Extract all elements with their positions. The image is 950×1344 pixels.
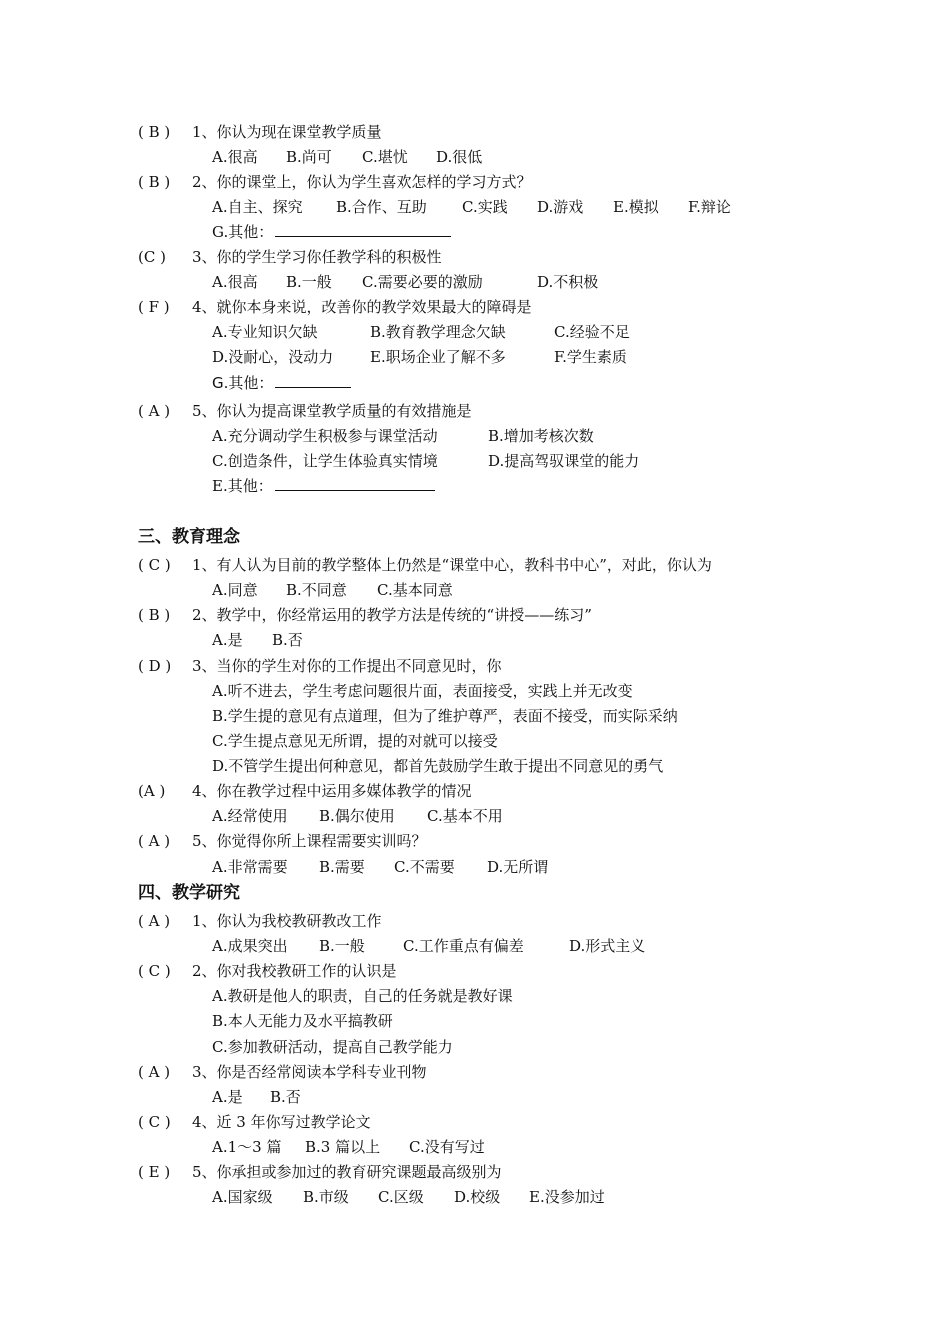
option: D.很低 — [436, 148, 483, 166]
option: C.基本同意 — [377, 581, 453, 599]
option: E.模拟 — [613, 198, 659, 216]
options-s3-q4 — [212, 804, 503, 829]
options-s2-q3 — [212, 270, 598, 295]
answer-mark: ( A ) — [138, 402, 171, 420]
option: D.不管学生提出何种意见，都首先鼓励学生敢于提出不同意见的勇气 — [212, 757, 664, 775]
option: B.偶尔使用 — [319, 807, 395, 825]
option: A.听不进去，学生考虑问题很片面，表面接受，实践上并无改变 — [212, 682, 633, 700]
option: D.不积极 — [537, 273, 599, 291]
option: C.需要必要的激励 — [362, 273, 483, 291]
option: D.游戏 — [537, 198, 584, 216]
question-s3-q2 — [138, 603, 592, 628]
question-text: 1、你认为我校教研教改工作 — [192, 912, 382, 930]
option: C.堪忧 — [362, 148, 408, 166]
options-s4-q3 — [212, 1085, 301, 1110]
options-s3-q2 — [212, 628, 303, 653]
option: A.1～3 篇 — [212, 1138, 282, 1156]
option: D.无所谓 — [487, 858, 549, 876]
question-text: 1、有人认为目前的教学整体上仍然是“课堂中心，教科书中心”，对此，你认为 — [192, 556, 712, 574]
answer-mark: ( C ) — [138, 556, 171, 574]
answer-mark: ( B ) — [138, 173, 171, 191]
question-s4-q5 — [138, 1160, 502, 1185]
option: B.尚可 — [286, 148, 332, 166]
option: A.很高 — [212, 273, 258, 291]
options-s2-q2 — [212, 195, 731, 220]
question-text: 5、你觉得你所上课程需要实训吗？ — [192, 832, 427, 850]
option: C.基本不用 — [427, 807, 503, 825]
answer-mark: ( A ) — [138, 1063, 171, 1081]
options-s4-q4 — [212, 1135, 485, 1160]
options-s2-q4-row2 — [212, 345, 627, 370]
option: A.成果突出 — [212, 937, 288, 955]
options-s2-q4-row1 — [212, 320, 630, 345]
answer-mark: ( A ) — [138, 912, 171, 930]
option: E.没参加过 — [529, 1188, 605, 1206]
option: C.经验不足 — [554, 323, 630, 341]
question-text: 3、你是否经常阅读本学科专业刊物 — [192, 1063, 427, 1081]
fill-in-blank — [275, 220, 451, 237]
question-text: 2、你的课堂上，你认为学生喜欢怎样的学习方式？ — [192, 173, 532, 191]
option: D.没耐心，没动力 — [212, 348, 334, 366]
other-label: E.其他： — [212, 477, 273, 495]
question-text: 2、教学中，你经常运用的教学方法是传统的“讲授——练习” — [192, 606, 592, 624]
option: B.3 篇以上 — [305, 1138, 381, 1156]
question-text: 5、你认为提高课堂教学质量的有效措施是 — [192, 402, 472, 420]
question-s2-q5 — [138, 399, 472, 424]
question-s4-q4 — [138, 1110, 371, 1135]
option: F.学生素质 — [554, 348, 627, 366]
option: D.校级 — [454, 1188, 501, 1206]
fill-in-blank — [275, 474, 435, 491]
answer-mark: ( C ) — [138, 1113, 171, 1131]
option: A.非常需要 — [212, 858, 288, 876]
question-text: 1、你认为现在课堂教学质量 — [192, 123, 382, 141]
option: C.学生提点意见无所谓，提的对就可以接受 — [212, 732, 498, 750]
question-s2-q1 — [138, 120, 382, 145]
question-text: 4、就你本身来说，改善你的教学效果最大的障碍是 — [192, 298, 532, 316]
options-s2-q5-row2 — [212, 449, 639, 474]
option: B.一般 — [319, 937, 365, 955]
option: B.合作、互助 — [336, 198, 427, 216]
option: B.本人无能力及水平搞教研 — [212, 1012, 393, 1030]
option: B.否 — [272, 631, 303, 649]
answer-mark: (C ) — [138, 248, 166, 266]
option: A.经常使用 — [212, 807, 288, 825]
answer-mark: ( C ) — [138, 962, 171, 980]
other-label: G.其他： — [212, 374, 274, 392]
options-s4-q5 — [212, 1185, 605, 1210]
option: C.没有写过 — [409, 1138, 485, 1156]
question-text: 3、你的学生学习你任教学科的积极性 — [192, 248, 442, 266]
section-heading: 三、教育理念 — [138, 527, 240, 547]
option: D.提高驾驭课堂的能力 — [488, 452, 640, 470]
options-s4-q1 — [212, 934, 645, 959]
option: C.工作重点有偏差 — [403, 937, 524, 955]
option: B.需要 — [319, 858, 365, 876]
option: A.自主、探究 — [212, 198, 303, 216]
option: F.辩论 — [688, 198, 731, 216]
fill-in-blank — [275, 371, 351, 388]
question-s4-q3 — [138, 1060, 427, 1085]
option: B.否 — [270, 1088, 301, 1106]
option: A.教研是他人的职责，自己的任务就是教好课 — [212, 987, 513, 1005]
question-text: 3、当你的学生对你的工作提出不同意见时，你 — [192, 657, 502, 675]
option: C.区级 — [378, 1188, 424, 1206]
options-s3-q5 — [212, 855, 548, 880]
options-s2-q1 — [212, 145, 482, 170]
option: A.很高 — [212, 148, 258, 166]
question-text: 4、你在教学过程中运用多媒体教学的情况 — [192, 782, 472, 800]
answer-mark: (A ) — [138, 782, 166, 800]
other-label: G.其他： — [212, 223, 274, 241]
other-s2-q2 — [212, 220, 451, 245]
question-s3-q5 — [138, 829, 427, 854]
option: B.一般 — [286, 273, 332, 291]
option: C.不需要 — [394, 858, 455, 876]
question-s4-q2 — [138, 959, 397, 984]
answer-mark: ( D ) — [138, 657, 172, 675]
question-text: 5、你承担或参加过的教育研究课题最高级别为 — [192, 1163, 502, 1181]
option: E.职场企业了解不多 — [370, 348, 506, 366]
option: A.专业知识欠缺 — [212, 323, 318, 341]
question-s2-q4 — [138, 295, 532, 320]
question-s4-q1 — [138, 909, 382, 934]
option: C.实践 — [462, 198, 508, 216]
section-heading: 四、教学研究 — [138, 883, 240, 903]
option: B.学生提的意见有点道理，但为了维护尊严，表面不接受，而实际采纳 — [212, 707, 678, 725]
question-text: 4、近 3 年你写过教学论文 — [192, 1113, 371, 1131]
question-s3-q1 — [138, 553, 712, 578]
options-s2-q5-row1 — [212, 424, 594, 449]
option: B.不同意 — [286, 581, 347, 599]
question-s2-q2 — [138, 170, 532, 195]
question-s3-q3 — [138, 654, 502, 679]
option: B.市级 — [303, 1188, 349, 1206]
answer-mark: ( F ) — [138, 298, 170, 316]
option: A.是 — [212, 631, 243, 649]
option: A.国家级 — [212, 1188, 273, 1206]
option: C.参加教研活动，提高自己教学能力 — [212, 1038, 453, 1056]
other-s2-q5 — [212, 474, 435, 499]
other-s2-q4 — [212, 371, 351, 396]
option: A.充分调动学生积极参与课堂活动 — [212, 427, 438, 445]
options-s3-q1 — [212, 578, 453, 603]
option: B.增加考核次数 — [488, 427, 594, 445]
option: C.创造条件，让学生体验真实情境 — [212, 452, 438, 470]
question-text: 2、你对我校教研工作的认识是 — [192, 962, 397, 980]
option: A.同意 — [212, 581, 258, 599]
answer-mark: ( E ) — [138, 1163, 171, 1181]
answer-mark: ( B ) — [138, 606, 171, 624]
option: D.形式主义 — [569, 937, 646, 955]
question-s3-q4 — [138, 779, 472, 804]
question-s2-q3 — [138, 245, 442, 270]
option: B.教育教学理念欠缺 — [370, 323, 506, 341]
answer-mark: ( A ) — [138, 832, 171, 850]
option: A.是 — [212, 1088, 243, 1106]
answer-mark: ( B ) — [138, 123, 171, 141]
